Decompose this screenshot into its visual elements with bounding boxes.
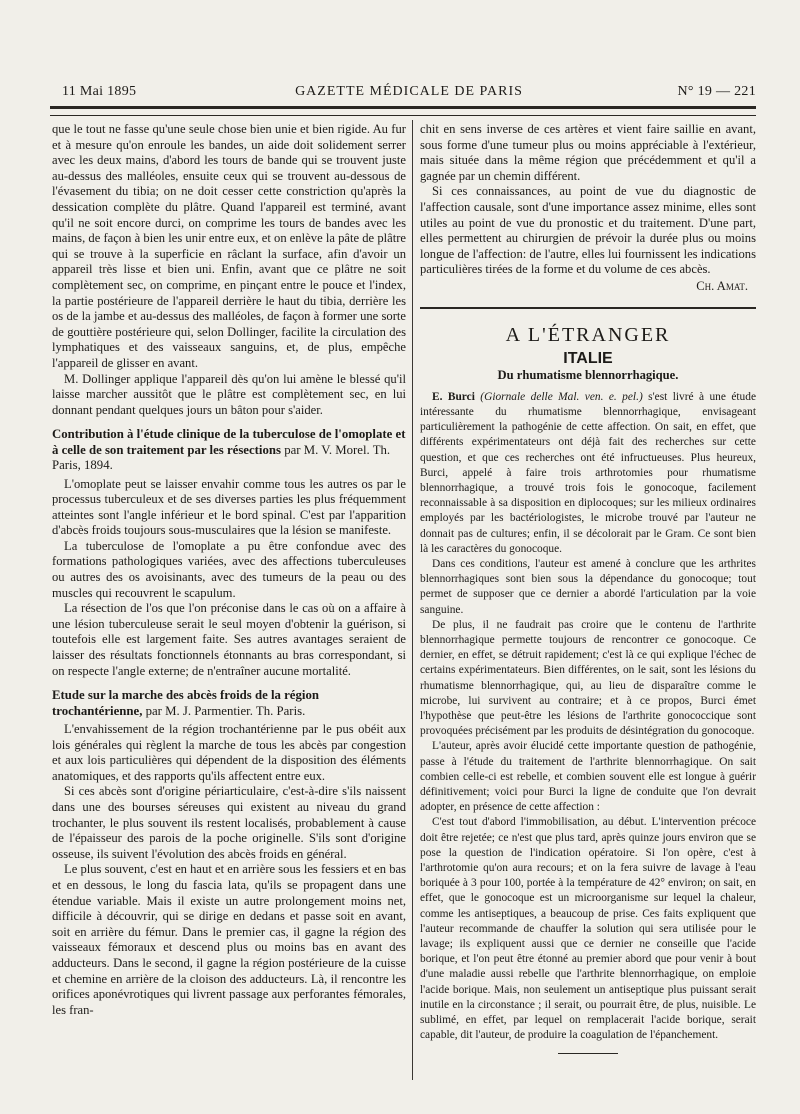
end-rule	[558, 1053, 618, 1054]
paragraph: La résection de l'os que l'on préconise dans le cas où on a affaire à une lésion tuberculeuse serait le seul moyen d'obtenir la guérison, si toutefois elle est largement faite. Ses autres avantages seraient de laisser des résultats fonctionnels étonnants au bras correspondant, si on respecte l'angle externe; de n'entraîner aucune mortalité.	[52, 601, 406, 678]
right-column	[420, 122, 756, 1054]
paragraph: L'envahissement de la région trochantérienne par le pus obéit aux lois générales qui règlent la marche de tous les abcès par congestion et aux lois particulières qui dépendent de la disposition des éléments anatomiques, et des rapports qu'ils affectent entre eux.	[52, 722, 406, 783]
paragraph: La tuberculose de l'omoplate a pu être confondue avec des formations pathologiques variées, avec des affections tuberculeuses ou autres des os avoisinants, avec des tumeurs de la peau ou des muscles qui recouvrent le scapulum.	[52, 538, 406, 600]
paragraph: Dans ces conditions, l'auteur est amené à conclure que les arthrites blennorrhagiques sont bien sous la dépendance du gonocoque; tout permet de supposer que ce dernier a abordé l'articulation par la voie sanguine.	[420, 557, 756, 616]
paragraph-text: s'est livré à une étude intéressante du rhumatisme blennorrhagique, envisageant particulièrement la pathogénie de cette affection. On sait, en effet, que différents expérimentateurs ont déjà fait des recherches sur cette question, et que ces recherches ont été infructueuses. Plus heureux, Burci, appelé à faire trois arthrotomies pour rhumatisme blennorrhagique, a trouvé trois fois le gonocoque, facilement reconnaissable à sa disposition en diplocoques; sur les milieux ordinaires employés par les bactériologistes, le microbe trouvé par l'auteur ne donnait pas de cultures; enfin, il se décolorait par le Gram. Ce sont bien là les caractères du gonocoque.	[420, 390, 757, 555]
header-date: 11 Mai 1895	[62, 84, 137, 99]
paragraph	[420, 390, 756, 557]
article-title	[52, 688, 406, 719]
paragraph: Si ces abcès sont d'origine périarticulaire, c'est-à-dire s'ils naissent dans une des bourses séreuses qui existent au niveau du grand trochanter, le plus souvent ils restent localisés, probablement à cause de l'épaisseur des parois de la poche originelle. S'ils sont d'origine osseuse, ils suivent l'évolution des abcès froids en général.	[52, 784, 406, 861]
paragraph: L'auteur, après avoir élucidé cette importante question de pathogénie, passe à l'étude du traitement de l'arthrite blennorrhagique. On sait combien celle-ci est rebelle, et combien souvent elle est longue à guérir définitivement; voici pour Burci la ligne de conduite que l'on devrait adopter, en présence de cette affection :	[420, 740, 756, 814]
running-header	[62, 84, 756, 106]
header-rule	[50, 106, 756, 116]
column-divider	[412, 120, 413, 1080]
article-title-text: Etude sur la marche des abcès froids de la région trochantérienne,	[52, 688, 319, 718]
country-heading: ITALIE	[563, 349, 613, 367]
section-title: A L'ÉTRANGER	[505, 323, 671, 346]
journal-title: GAZETTE MÉDICALE DE PARIS	[295, 84, 523, 99]
paragraph: que le tout ne fasse qu'une seule chose bien unie et bien rigide. Au fur et à mesure qu'on enroule les bandes, un aide doit solidement serrer avec les deux mains, d'abord les tours de bande qui se trouvent juste au-dessus des malléoles, ensuite ceux qui se trouvent au-dessous de l'évasement du tibia; on ne doit cesser cette constriction qu'après la dessication complète du plâtre. Quand l'appareil est terminé, avant qu'il ne soit encore durci, on comprime les tours de bandes avec les mains, de façon à bien les unir entre eux, et on enlève la pâte de plâtre qui se trouve à la superficie en râclant la surface, afin d'avoir un appareil très lisse et bien uni. Enfin, avant que ce plâtre ne soit complètement sec, on comprime, en pinçant entre le pouce et l'index, la partie postérieure de l'appareil derrière le haut du tibia, derrière les os de la jambe et au-dessus des malléoles, de façon à former une sorte de gouttière postérieure qui, selon Dollinger, facilite la circulation des lymphatiques et des vaisseaux sanguins, et, de plus, empêche l'appareil de glisser en avant.	[52, 122, 406, 370]
article-author: par M. J. Parmentier. Th. Paris.	[145, 703, 306, 718]
left-column	[52, 122, 406, 1018]
paragraph: Le plus souvent, c'est en haut et en arrière sous les fessiers et en bas et en dessous, le long du fascia lata, qu'ils se propagent dans une étendue variable. Mais il existe un autre prolongement moins net, difficile à découvrir, qui se dirige en dedans et passe soit en avant, soit en arrière du fémur. Dans le premier cas, il gagne la région des vaisseaux fémoraux et descend plus ou moins bas en avant des adducteurs. Dans le second, il gagne la région postérieure de la cuisse et chemine en arrière de la cloison des adducteurs. Là, il rencontre les orifices aponévrotiques qui livrent passage aux perforantes fémorales, les fran-	[52, 862, 406, 1017]
section-rule	[420, 307, 756, 309]
issue-page-number: N° 19 — 221	[677, 84, 756, 99]
author-name: E. Burci	[432, 390, 475, 403]
article-author: par M. V. Morel. Th. Paris, 1894.	[52, 442, 391, 473]
journal-reference: (Giornale delle Mal. ven. e. pel.)	[480, 390, 643, 403]
paragraph: chit en sens inverse de ces artères et vient faire saillie en avant, sous forme d'une tumeur plus ou moins appréciable à l'extérieur, mais située dans la même région que précédemment et qu'il a gagnée par un chemin différent.	[420, 122, 756, 183]
paragraph: C'est tout d'abord l'immobilisation, au début. L'intervention précoce doit être rejetée; ce n'est que plus tard, après quinze jours environ que se pose la question de l'indication opératoire. Si l'on opère, c'est à l'arthrotomie qu'on aura recours; et on la fera suivre de lavage à l'eau boriquée à 3 pour 100, portée à la température de 42° environ; on sait, en effet, que le gonocoque est un microorganisme sur lequel la chaleur, comme les antiseptiques, a beaucoup de prise. Ces faits expliquent que l'auteur recommande de chauffer la solution qui sera utilisée pour le lavage; ils expliquent aussi que ce dernier ne conseille que l'acide borique, et l'on peut être étonné au premier abord que pour venir à bout d'une maladie aussi rebelle que l'arthrite blennorrhagique, on emploie l'acide borique. Mais, non seulement un antiseptique plus puissant serait inutile en la circonstance ; il serait, ou pourrait être, de plus, nuisible. Le sublimé, en effet, par lequel on remplacerait l'acide borique, serait capable, dit l'auteur, de produire la coagulation de l'épanchement.	[420, 816, 756, 1042]
article-title	[52, 427, 406, 473]
article-title-text: Contribution à l'étude clinique de la tuberculose de l'omoplate et à celle de son traitement par les résections	[52, 427, 406, 457]
subject-heading: Du rhumatisme blennorrhagique.	[497, 368, 679, 383]
author-signature: Ch. Amat.	[696, 278, 748, 293]
paragraph: L'omoplate peut se laisser envahir comme tous les autres os par le processus tuberculeux et de ses diverses parties les plus fréquemment atteintes sont l'angle inférieur et le bord spinal. C'est par l'apparition d'abcès froids toujours sous-musculaires que la lésion se manifeste.	[52, 476, 406, 538]
paragraph: Si ces connaissances, au point de vue du diagnostic de l'affection causale, sont d'une importance assez minime, elles sont utiles au point de vue du pronostic et du traitement. D'une part, elles permettent au chirurgien de prévoir la durée plus ou moins longue de l'affection: de l'autre, elles lui fournissent les indications particulières tirées de la forme et du volume de ces abcès.	[420, 184, 756, 277]
paragraph: De plus, il ne faudrait pas croire que le contenu de l'arthrite blennorrhagique permette toujours de rencontrer ce gonocoque. Ce dernier, en effet, se détruit rapidement; c'est là ce qui explique l'échec de certains expérimentateurs. Bien différentes, on le sait, sont les lésions du rhumatisme blennorrhagique, qui, au lieu de disparaître comme le microbe, lui survivent au contraire; et à ce propos, Burci émet l'hypothèse que peut-être les lésions de l'arthrite gonococcique sont provoquées précisément par les produits de désintégration du gonocoque.	[420, 618, 756, 738]
paragraph: M. Dollinger applique l'appareil dès qu'on lui amène le blessé qu'il laisse marcher aussitôt que le plâtre est complètement sec, en lui donnant pendant quelques jours un bâton pour s'aider.	[52, 371, 406, 417]
